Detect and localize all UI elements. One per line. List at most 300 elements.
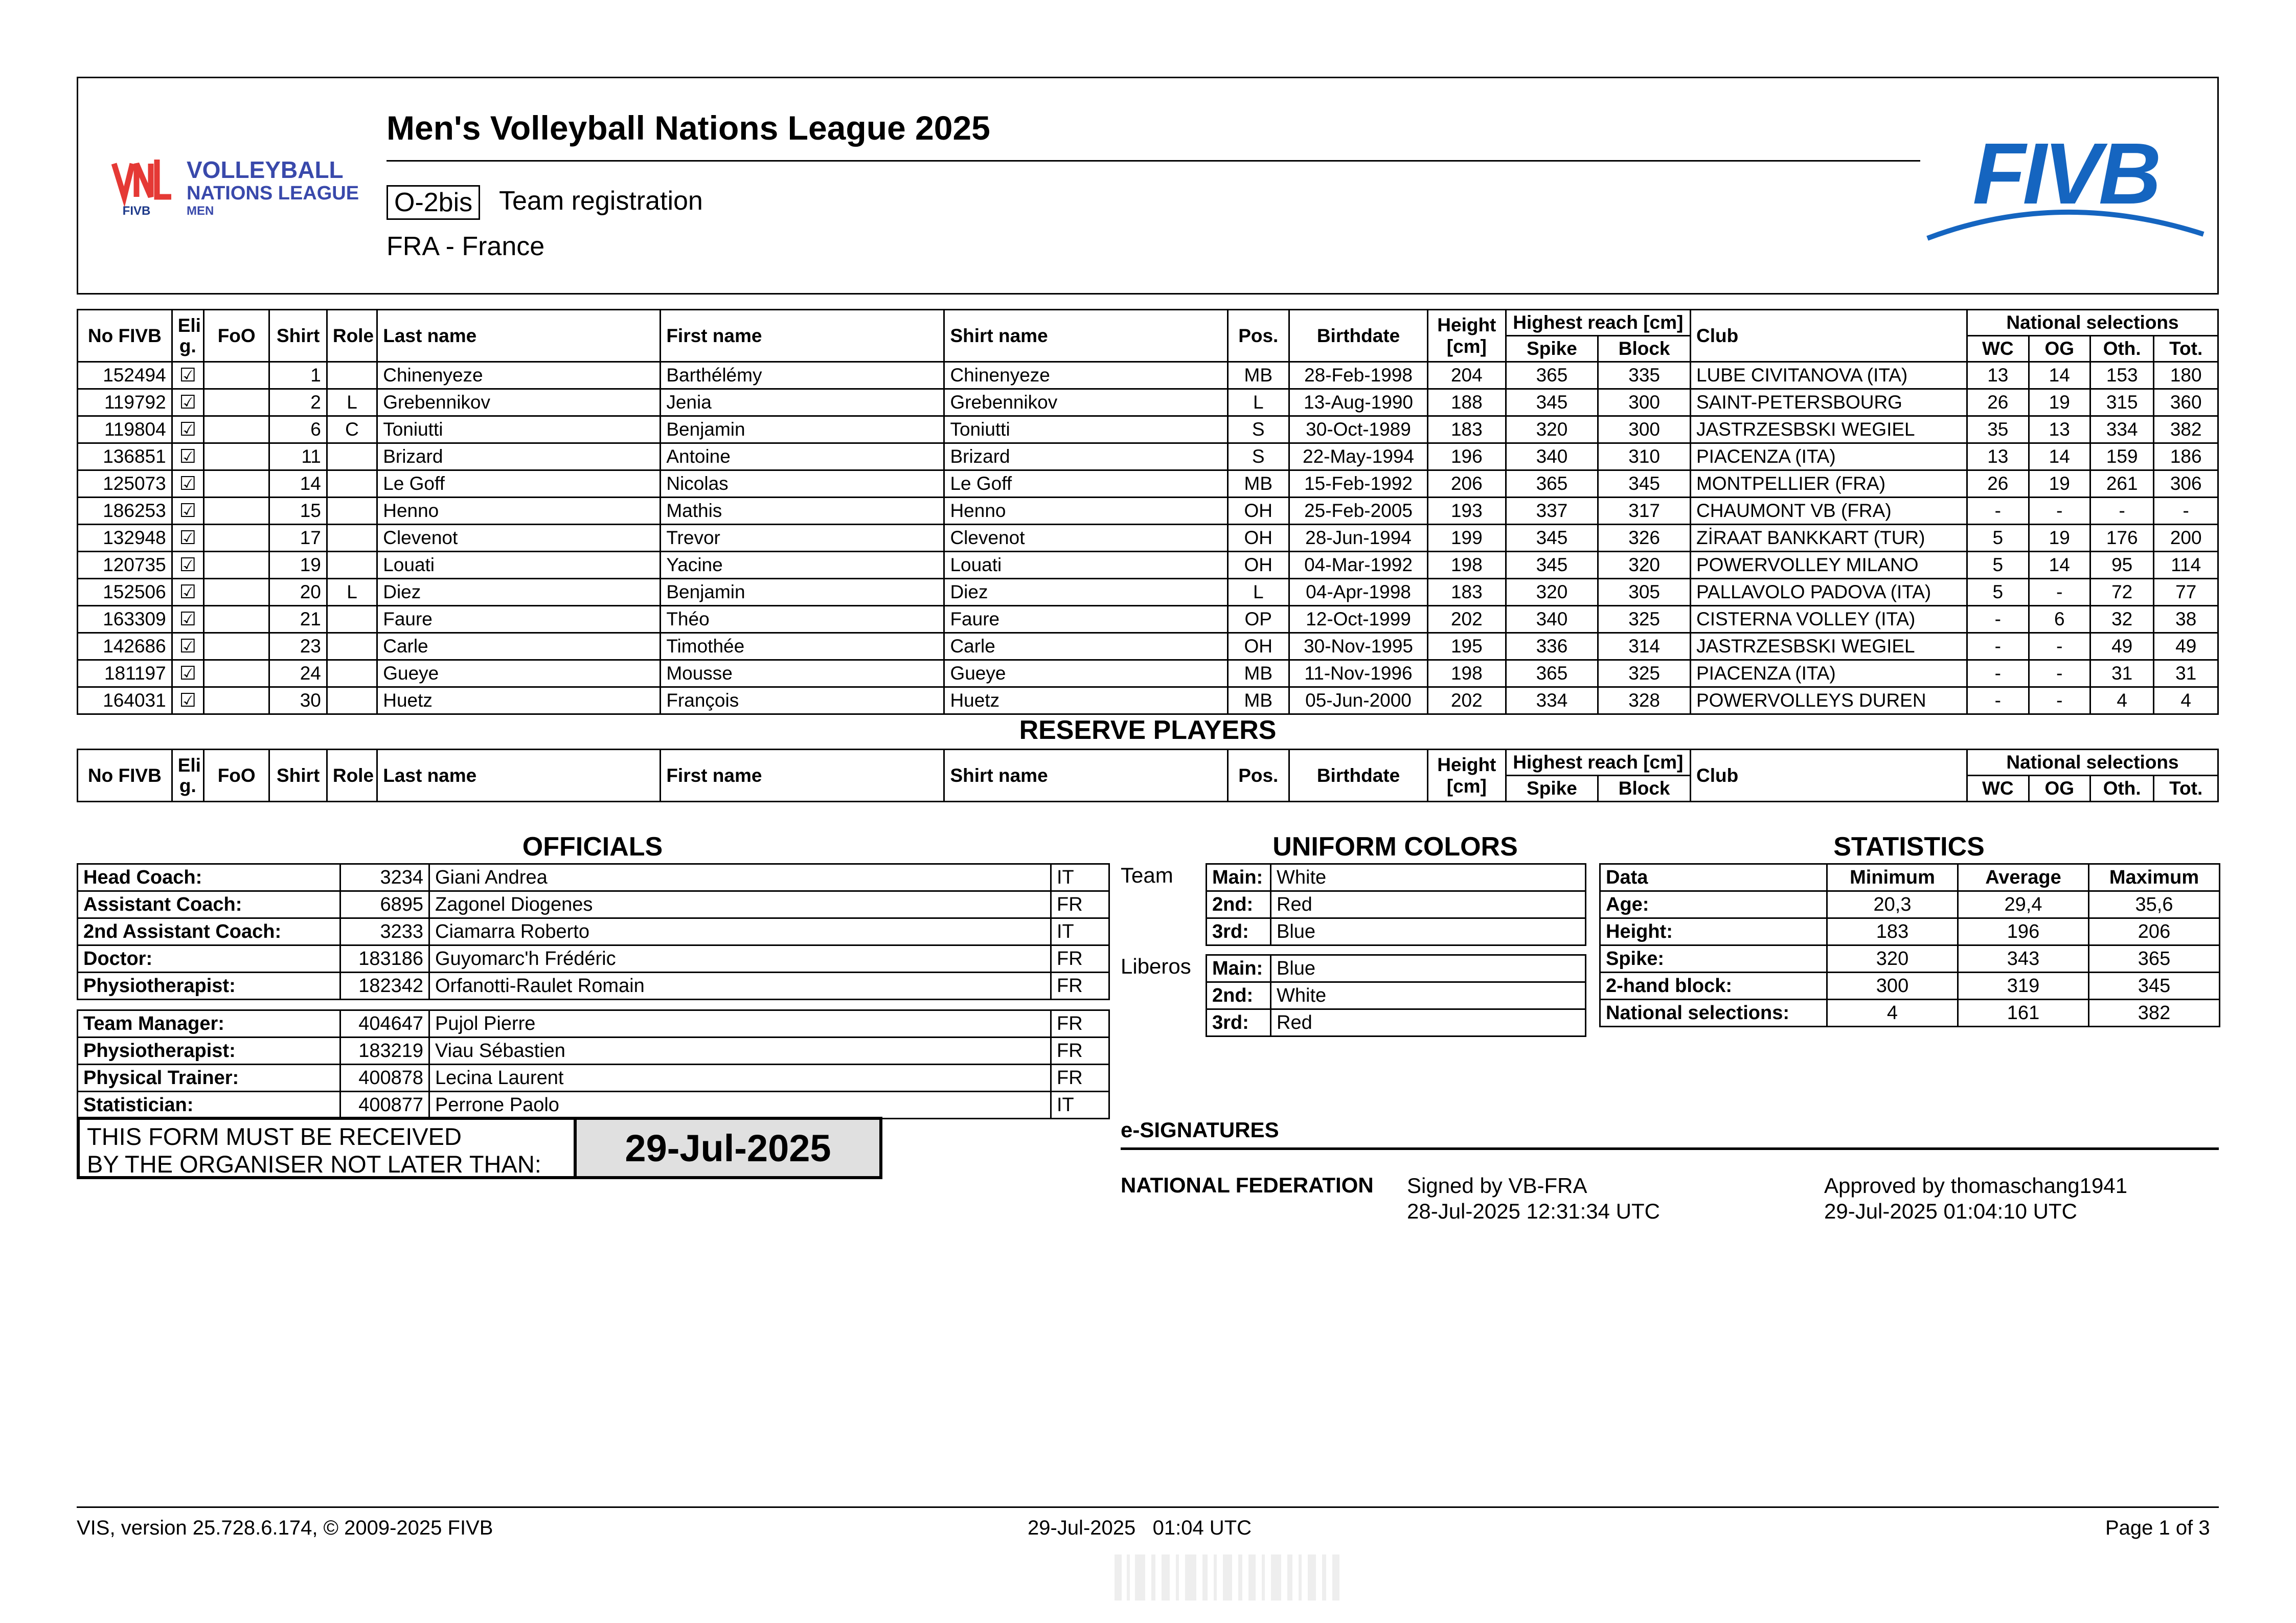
official-nationality: FR (1051, 945, 1109, 973)
player-tot: 114 (2154, 552, 2218, 579)
official-nationality: FR (1051, 891, 1109, 918)
official-id: 183186 (340, 945, 429, 973)
player-foo (203, 389, 269, 416)
official-role: Physiotherapist: (78, 1038, 340, 1065)
uniform-color: Red (1271, 1009, 1586, 1036)
player-club: CISTERNA VOLLEY (ITA) (1690, 606, 1967, 633)
reserve-col-shirt-name: Shirt name (944, 750, 1227, 802)
esignatures-title: e-SIGNATURES (1121, 1118, 1279, 1142)
reserve-col-foo: FoO (203, 750, 269, 802)
player-pos: OH (1227, 525, 1289, 552)
uniform-row (1207, 982, 1586, 1009)
reserve-col-national-selections: National selections (1967, 750, 2218, 776)
uniform-color: White (1271, 982, 1586, 1009)
player-spike: 365 (1506, 362, 1598, 389)
player-birthdate: 28-Feb-1998 (1289, 362, 1428, 389)
player-last-name: Gueye (377, 660, 661, 687)
col-block: Block (1598, 336, 1691, 362)
player-birthdate: 11-Nov-1996 (1289, 660, 1428, 687)
reserve-col-spike: Spike (1506, 776, 1598, 802)
reserve-col-last-name: Last name (377, 750, 661, 802)
player-shirt: 15 (269, 498, 327, 525)
player-wc: 13 (1967, 443, 2029, 470)
uniform-row (1207, 918, 1586, 945)
player-block: 328 (1598, 687, 1691, 714)
player-birthdate: 28-Jun-1994 (1289, 525, 1428, 552)
reserve-col-reach: Highest reach [cm] (1506, 750, 1690, 776)
official-nationality: IT (1051, 918, 1109, 945)
player-no-fivb: 163309 (78, 606, 172, 633)
player-tot: 200 (2154, 525, 2218, 552)
footer-version: VIS, version 25.728.6.174, © 2009-2025 FIVB (77, 1517, 493, 1539)
form-title: Team registration (499, 186, 703, 216)
player-first-name: Nicolas (661, 470, 944, 498)
player-wc: - (1967, 498, 2029, 525)
uniform-team-label: Team (1121, 863, 1173, 887)
stats-row (1600, 1000, 2220, 1027)
stats-maximum: 206 (2089, 918, 2220, 945)
player-block: 320 (1598, 552, 1691, 579)
player-no-fivb: 164031 (78, 687, 172, 714)
player-foo (203, 416, 269, 443)
stats-header-average: Average (1958, 864, 2089, 891)
player-role (327, 633, 377, 660)
col-reach: Highest reach [cm] (1506, 310, 1690, 336)
reserve-col-pos: Pos. (1227, 750, 1289, 802)
player-tot: 4 (2154, 687, 2218, 714)
approved-by-line: Approved by thomaschang1941 (1824, 1174, 2128, 1198)
official-id: 3233 (340, 918, 429, 945)
player-birthdate: 22-May-1994 (1289, 443, 1428, 470)
player-first-name: Mousse (661, 660, 944, 687)
reserve-players-title: RESERVE PLAYERS (1019, 715, 1277, 745)
stats-row (1600, 973, 2220, 1000)
player-height: 198 (1428, 552, 1506, 579)
signed-by-line: Signed by VB-FRA (1407, 1174, 1587, 1198)
player-club: ZİRAAT BANKKART (TUR) (1690, 525, 1967, 552)
player-first-name: Théo (661, 606, 944, 633)
uniform-slot: 2nd: (1207, 982, 1271, 1009)
player-spike: 345 (1506, 525, 1598, 552)
player-block: 300 (1598, 389, 1691, 416)
player-spike: 320 (1506, 416, 1598, 443)
player-club: LUBE CIVITANOVA (ITA) (1690, 362, 1967, 389)
footer-rule (77, 1506, 2219, 1508)
player-eligible: ☑ (172, 687, 203, 714)
player-pos: S (1227, 416, 1289, 443)
player-tot: 49 (2154, 633, 2218, 660)
player-row (78, 389, 2218, 416)
player-spike: 320 (1506, 579, 1598, 606)
officials-title: OFFICIALS (522, 832, 663, 862)
player-shirt: 17 (269, 525, 327, 552)
player-role (327, 443, 377, 470)
col-spike: Spike (1506, 336, 1598, 362)
col-height: Height [cm] (1428, 310, 1506, 362)
stats-minimum: 300 (1827, 973, 1958, 1000)
player-spike: 365 (1506, 660, 1598, 687)
player-first-name: Mathis (661, 498, 944, 525)
player-last-name: Brizard (377, 443, 661, 470)
official-name: Perrone Paolo (429, 1092, 1051, 1119)
official-row (78, 1038, 1109, 1065)
player-height: 202 (1428, 606, 1506, 633)
player-pos: MB (1227, 362, 1289, 389)
player-oth: 261 (2090, 470, 2153, 498)
player-wc: 35 (1967, 416, 2029, 443)
player-eligible: ☑ (172, 498, 203, 525)
player-no-fivb: 125073 (78, 470, 172, 498)
uniform-slot: 3rd: (1207, 918, 1271, 945)
player-first-name: Jenia (661, 389, 944, 416)
stats-minimum: 4 (1827, 1000, 1958, 1027)
signed-by (1407, 1173, 1660, 1224)
player-first-name: Benjamin (661, 416, 944, 443)
stats-label: Spike: (1600, 945, 1827, 973)
official-row (78, 918, 1109, 945)
reserve-col-height: Height [cm] (1428, 750, 1506, 802)
player-block: 314 (1598, 633, 1691, 660)
stats-header-maximum: Maximum (2089, 864, 2220, 891)
player-shirt: 19 (269, 552, 327, 579)
uniform-color: Red (1271, 891, 1586, 918)
player-wc: 13 (1967, 362, 2029, 389)
stats-label: National selections: (1600, 1000, 1827, 1027)
player-foo (203, 525, 269, 552)
player-oth: 159 (2090, 443, 2153, 470)
player-wc: - (1967, 606, 2029, 633)
stats-row (1600, 945, 2220, 973)
player-shirt: 2 (269, 389, 327, 416)
player-og: 14 (2029, 443, 2090, 470)
player-og: 13 (2029, 416, 2090, 443)
player-tot: 382 (2154, 416, 2218, 443)
player-pos: S (1227, 443, 1289, 470)
player-pos: OH (1227, 552, 1289, 579)
col-foo: FoO (203, 310, 269, 362)
official-id: 400878 (340, 1065, 429, 1092)
footer-page-number: Page 1 of 3 (2105, 1517, 2210, 1539)
player-row (78, 660, 2218, 687)
stats-row (1600, 918, 2220, 945)
form-code: O-2bis (387, 185, 480, 220)
player-club: JASTRZESBSKI WEGIEL (1690, 416, 1967, 443)
stats-label: Height: (1600, 918, 1827, 945)
approved-at-line: 29-Jul-2025 01:04:10 UTC (1824, 1199, 2077, 1223)
player-birthdate: 25-Feb-2005 (1289, 498, 1428, 525)
player-tot: - (2154, 498, 2218, 525)
fivb-logo (1922, 132, 2209, 244)
player-eligible: ☑ (172, 525, 203, 552)
uniform-row (1207, 891, 1586, 918)
player-row (78, 606, 2218, 633)
player-last-name: Chinenyeze (377, 362, 661, 389)
national-federation-label: NATIONAL FEDERATION (1121, 1173, 1374, 1197)
player-spike: 337 (1506, 498, 1598, 525)
official-nationality: IT (1051, 1092, 1109, 1119)
player-shirt-name: Brizard (944, 443, 1227, 470)
player-pos: MB (1227, 470, 1289, 498)
player-block: 300 (1598, 416, 1691, 443)
player-birthdate: 04-Apr-1998 (1289, 579, 1428, 606)
player-eligible: ☑ (172, 416, 203, 443)
player-og: - (2029, 498, 2090, 525)
player-row (78, 687, 2218, 714)
reserve-col-og: OG (2029, 776, 2090, 802)
player-role (327, 525, 377, 552)
official-role: Team Manager: (78, 1010, 340, 1038)
deadline-line-2: BY THE ORGANISER NOT LATER THAN: (87, 1151, 541, 1178)
player-last-name: Diez (377, 579, 661, 606)
col-first-name: First name (661, 310, 944, 362)
player-pos: MB (1227, 687, 1289, 714)
player-role (327, 606, 377, 633)
stats-maximum: 35,6 (2089, 891, 2220, 918)
player-foo (203, 443, 269, 470)
player-oth: 31 (2090, 660, 2153, 687)
player-height: 204 (1428, 362, 1506, 389)
stats-header-minimum: Minimum (1827, 864, 1958, 891)
official-row (78, 864, 1109, 891)
player-no-fivb: 136851 (78, 443, 172, 470)
player-og: 14 (2029, 362, 2090, 389)
player-oth: 72 (2090, 579, 2153, 606)
uniform-colors-title: UNIFORM COLORS (1272, 832, 1518, 862)
player-role: L (327, 389, 377, 416)
official-name: Guyomarc'h Frédéric (429, 945, 1051, 973)
player-role (327, 552, 377, 579)
player-first-name: Benjamin (661, 579, 944, 606)
uniform-slot: 3rd: (1207, 1009, 1271, 1036)
svg-text:FIVB: FIVB (1972, 132, 2158, 222)
uniform-libero-table (1206, 954, 1586, 1037)
player-last-name: Huetz (377, 687, 661, 714)
player-last-name: Carle (377, 633, 661, 660)
player-birthdate: 04-Mar-1992 (1289, 552, 1428, 579)
col-birthdate: Birthdate (1289, 310, 1428, 362)
signed-at-line: 28-Jul-2025 12:31:34 UTC (1407, 1199, 1660, 1223)
stats-row (1600, 891, 2220, 918)
player-role (327, 498, 377, 525)
player-pos: MB (1227, 660, 1289, 687)
col-elig: Eli g. (172, 310, 203, 362)
player-oth: 49 (2090, 633, 2153, 660)
official-row (78, 1092, 1109, 1119)
player-first-name: Timothée (661, 633, 944, 660)
player-shirt-name: Clevenot (944, 525, 1227, 552)
uniform-slot: Main: (1207, 955, 1271, 982)
uniform-color: Blue (1271, 955, 1586, 982)
player-no-fivb: 142686 (78, 633, 172, 660)
player-row (78, 552, 2218, 579)
player-row (78, 470, 2218, 498)
vnl-logo (110, 148, 366, 225)
player-oth: 32 (2090, 606, 2153, 633)
player-foo (203, 606, 269, 633)
player-wc: - (1967, 660, 2029, 687)
official-name: Ciamarra Roberto (429, 918, 1051, 945)
official-name: Pujol Pierre (429, 1010, 1051, 1038)
player-foo (203, 362, 269, 389)
statistics-table (1599, 863, 2220, 1027)
reserve-col-elig: Eli g. (172, 750, 203, 802)
player-last-name: Le Goff (377, 470, 661, 498)
player-oth: 4 (2090, 687, 2153, 714)
official-nationality: FR (1051, 1038, 1109, 1065)
player-height: 199 (1428, 525, 1506, 552)
player-club: SAINT-PETERSBOURG (1690, 389, 1967, 416)
player-oth: 153 (2090, 362, 2153, 389)
player-first-name: Antoine (661, 443, 944, 470)
player-role: C (327, 416, 377, 443)
official-id: 183219 (340, 1038, 429, 1065)
player-first-name: Yacine (661, 552, 944, 579)
player-spike: 340 (1506, 443, 1598, 470)
player-foo (203, 552, 269, 579)
player-shirt-name: Grebennikov (944, 389, 1227, 416)
player-wc: - (1967, 633, 2029, 660)
player-no-fivb: 181197 (78, 660, 172, 687)
player-no-fivb: 152506 (78, 579, 172, 606)
official-role: Doctor: (78, 945, 340, 973)
uniform-slot: Main: (1207, 864, 1271, 891)
player-shirt: 21 (269, 606, 327, 633)
player-og: - (2029, 579, 2090, 606)
officials-table-2 (77, 1009, 1110, 1119)
player-row (78, 498, 2218, 525)
barcode-watermark (1115, 1554, 1339, 1601)
player-eligible: ☑ (172, 389, 203, 416)
stats-average: 29,4 (1958, 891, 2089, 918)
esignatures-rule (1121, 1147, 2219, 1150)
player-birthdate: 30-Nov-1995 (1289, 633, 1428, 660)
official-row (78, 1065, 1109, 1092)
player-no-fivb: 186253 (78, 498, 172, 525)
player-og: 19 (2029, 525, 2090, 552)
deadline-date: 29-Jul-2025 (574, 1120, 879, 1176)
player-height: 193 (1428, 498, 1506, 525)
player-eligible: ☑ (172, 470, 203, 498)
player-block: 317 (1598, 498, 1691, 525)
player-pos: OH (1227, 633, 1289, 660)
official-role: Statistician: (78, 1092, 340, 1119)
reserve-col-birthdate: Birthdate (1289, 750, 1428, 802)
uniform-libero-label: Liberos (1121, 954, 1191, 978)
official-row (78, 891, 1109, 918)
player-club: PIACENZA (ITA) (1690, 443, 1967, 470)
player-last-name: Clevenot (377, 525, 661, 552)
player-spike: 340 (1506, 606, 1598, 633)
player-wc: 26 (1967, 470, 2029, 498)
player-shirt: 23 (269, 633, 327, 660)
player-eligible: ☑ (172, 443, 203, 470)
player-height: 183 (1428, 416, 1506, 443)
uniform-slot: 2nd: (1207, 891, 1271, 918)
player-tot: 31 (2154, 660, 2218, 687)
player-no-fivb: 119804 (78, 416, 172, 443)
reserve-col-tot: Tot. (2154, 776, 2218, 802)
official-nationality: FR (1051, 1010, 1109, 1038)
uniform-row (1207, 1009, 1586, 1036)
player-spike: 345 (1506, 552, 1598, 579)
player-tot: 186 (2154, 443, 2218, 470)
player-block: 325 (1598, 660, 1691, 687)
player-wc: - (1967, 687, 2029, 714)
player-last-name: Faure (377, 606, 661, 633)
player-eligible: ☑ (172, 633, 203, 660)
player-foo (203, 660, 269, 687)
player-pos: OP (1227, 606, 1289, 633)
player-wc: 5 (1967, 579, 2029, 606)
official-role: Head Coach: (78, 864, 340, 891)
player-no-fivb: 119792 (78, 389, 172, 416)
player-shirt: 14 (269, 470, 327, 498)
official-nationality: FR (1051, 1065, 1109, 1092)
official-role: Physical Trainer: (78, 1065, 340, 1092)
official-id: 3234 (340, 864, 429, 891)
player-shirt-name: Chinenyeze (944, 362, 1227, 389)
reserve-table (77, 749, 2219, 802)
player-eligible: ☑ (172, 552, 203, 579)
reserve-col-oth: Oth. (2090, 776, 2153, 802)
player-club: POWERVOLLEYS DUREN (1690, 687, 1967, 714)
player-birthdate: 30-Oct-1989 (1289, 416, 1428, 443)
official-row (78, 1010, 1109, 1038)
player-club: JASTRZESBSKI WEGIEL (1690, 633, 1967, 660)
official-name: Viau Sébastien (429, 1038, 1051, 1065)
svg-text:FIVB: FIVB (122, 204, 151, 218)
player-eligible: ☑ (172, 606, 203, 633)
player-role (327, 660, 377, 687)
player-shirt: 30 (269, 687, 327, 714)
player-shirt-name: Louati (944, 552, 1227, 579)
player-shirt: 1 (269, 362, 327, 389)
official-role: 2nd Assistant Coach: (78, 918, 340, 945)
player-eligible: ☑ (172, 579, 203, 606)
reserve-col-club: Club (1690, 750, 1967, 802)
player-tot: 180 (2154, 362, 2218, 389)
player-club: POWERVOLLEY MILANO (1690, 552, 1967, 579)
player-first-name: François (661, 687, 944, 714)
player-oth: 334 (2090, 416, 2153, 443)
player-shirt: 24 (269, 660, 327, 687)
player-wc: 5 (1967, 525, 2029, 552)
player-spike: 336 (1506, 633, 1598, 660)
player-foo (203, 579, 269, 606)
player-block: 345 (1598, 470, 1691, 498)
player-last-name: Grebennikov (377, 389, 661, 416)
col-national-selections: National selections (1967, 310, 2218, 336)
player-wc: 26 (1967, 389, 2029, 416)
player-spike: 365 (1506, 470, 1598, 498)
player-height: 198 (1428, 660, 1506, 687)
official-id: 400877 (340, 1092, 429, 1119)
official-id: 182342 (340, 973, 429, 1000)
svg-text:MEN: MEN (187, 204, 214, 218)
uniform-color: White (1271, 864, 1586, 891)
player-height: 196 (1428, 443, 1506, 470)
player-last-name: Louati (377, 552, 661, 579)
official-role: Physiotherapist: (78, 973, 340, 1000)
player-no-fivb: 132948 (78, 525, 172, 552)
player-last-name: Toniutti (377, 416, 661, 443)
player-club: PIACENZA (ITA) (1690, 660, 1967, 687)
official-nationality: IT (1051, 864, 1109, 891)
statistics-title: STATISTICS (1833, 832, 1985, 862)
official-id: 6895 (340, 891, 429, 918)
player-block: 326 (1598, 525, 1691, 552)
col-tot: Tot. (2154, 336, 2218, 362)
